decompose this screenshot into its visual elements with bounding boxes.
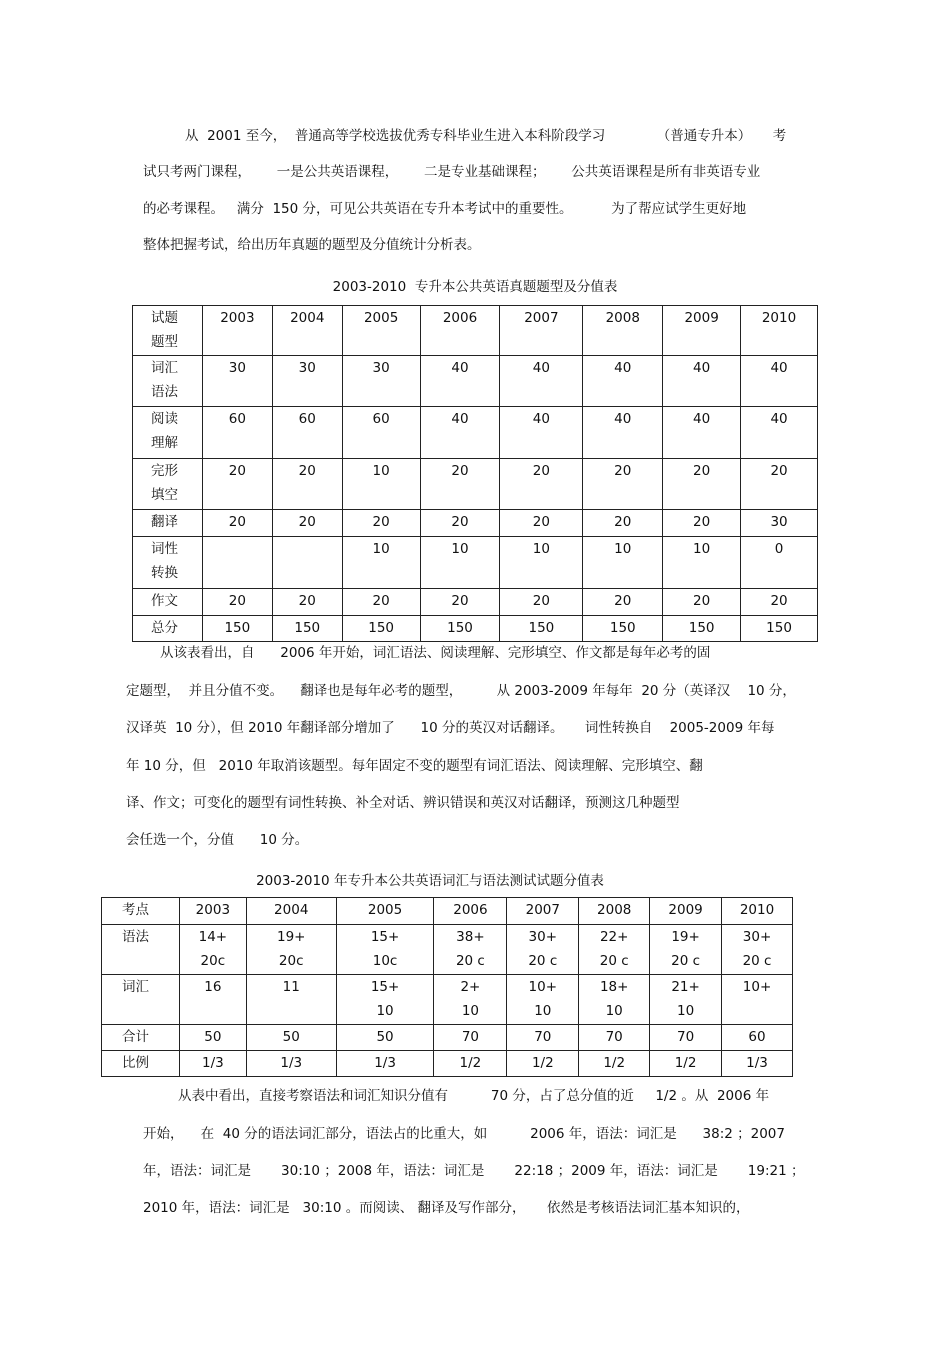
table1-cell: 150 — [420, 616, 500, 642]
table2-cell: 22+ 20 c — [579, 925, 650, 975]
table1-row — [133, 459, 818, 510]
table2-row-label: 合计 — [102, 1025, 180, 1051]
table1-cell: 60 — [272, 407, 342, 459]
text-line: 汉译英 10 分），但 2010 年翻译部分增加了 10 分的英汉对话翻译。 词性转换自 2005-2009 年每 — [126, 720, 775, 736]
table2-row — [102, 1051, 793, 1077]
table1-cell: 40 — [663, 407, 741, 459]
table2-row-label: 语法 — [102, 925, 180, 975]
table2-header-row — [102, 898, 793, 925]
table1-cell: 20 — [342, 510, 420, 537]
table2-cell: 50 — [246, 1025, 336, 1051]
table2-cell: 2007 — [507, 898, 579, 925]
table2-cell: 50 — [179, 1025, 246, 1051]
table1-cell: 2009 — [663, 306, 741, 356]
table1-cell: 20 — [741, 589, 818, 616]
table2-cell: 70 — [507, 1025, 579, 1051]
table1-cell: 2004 — [272, 306, 342, 356]
table2-cell: 2006 — [434, 898, 507, 925]
table1-row — [133, 537, 818, 589]
table1-row-label: 总分 — [133, 616, 203, 642]
table2-cell: 16 — [179, 975, 246, 1025]
table1-row-label: 完形 填空 — [133, 459, 203, 510]
table1-row — [133, 407, 818, 459]
table2-row-label: 考点 — [102, 898, 180, 925]
table1-cell: 20 — [663, 510, 741, 537]
table1-caption: 2003-2010 专升本公共英语真题题型及分值表 — [332, 279, 618, 295]
text-line: 译、作文；可变化的题型有词性转换、补全对话、辨识错误和英汉对话翻译，预测这几种题型 — [126, 795, 680, 811]
table1-cell: 40 — [420, 356, 500, 407]
table2-cell: 14+ 20c — [179, 925, 246, 975]
table1-cell: 10 — [500, 537, 583, 589]
table2-cell: 70 — [579, 1025, 650, 1051]
table2-cell: 15+ 10c — [336, 925, 434, 975]
table1-cell — [202, 537, 272, 589]
table2-cell: 15+ 10 — [336, 975, 434, 1025]
text-line: 整体把握考试，给出历年真题的题型及分值统计分析表。 — [143, 237, 481, 253]
table1-cell: 10 — [342, 537, 420, 589]
table1-cell: 20 — [272, 459, 342, 510]
table2-cell: 2005 — [336, 898, 434, 925]
text-line: 从该表看出，自 2006 年开始，词汇语法、阅读理解、完形填空、作文都是每年必考的固 — [160, 645, 711, 661]
table1-cell: 30 — [272, 356, 342, 407]
table1-cell: 10 — [342, 459, 420, 510]
table1-cell: 40 — [741, 356, 818, 407]
table1-cell: 20 — [583, 589, 663, 616]
table2-cell: 2008 — [579, 898, 650, 925]
table1-cell: 20 — [272, 589, 342, 616]
table2-cell: 1/2 — [434, 1051, 507, 1077]
table1-row-label: 词性 转换 — [133, 537, 203, 589]
table1-row-label: 词汇 语法 — [133, 356, 203, 407]
table1-cell: 40 — [500, 407, 583, 459]
table1-cell: 30 — [741, 510, 818, 537]
table1-row — [133, 510, 818, 537]
table1-cell: 40 — [741, 407, 818, 459]
table1-row-label: 作文 — [133, 589, 203, 616]
table1-row-label: 试题 题型 — [133, 306, 203, 356]
table1-cell: 20 — [202, 459, 272, 510]
table1-cell: 20 — [342, 589, 420, 616]
text-line: 年，语法：词汇是 30:10 ；2008 年，语法：词汇是 22:18 ；2009 年，语法：词汇是 19:21 ； — [143, 1163, 805, 1179]
table1-cell: 150 — [663, 616, 741, 642]
table1-cell — [272, 537, 342, 589]
table1-cell: 10 — [663, 537, 741, 589]
table1-row-label: 阅读 理解 — [133, 407, 203, 459]
table1-cell: 150 — [583, 616, 663, 642]
table1-row — [133, 616, 818, 642]
table2-caption: 2003-2010 年专升本公共英语词汇与语法测试试题分值表 — [256, 873, 604, 889]
vocab-grammar-table — [101, 897, 793, 1077]
table2-cell: 2009 — [650, 898, 722, 925]
table2-row-label: 比例 — [102, 1051, 180, 1077]
table2-cell: 1/2 — [579, 1051, 650, 1077]
table1-cell: 2005 — [342, 306, 420, 356]
table1-cell: 20 — [420, 459, 500, 510]
table2-cell: 11 — [246, 975, 336, 1025]
table1-cell: 2008 — [583, 306, 663, 356]
table2-cell: 1/3 — [179, 1051, 246, 1077]
table2-cell: 10+ 10 — [507, 975, 579, 1025]
table1-cell: 20 — [583, 510, 663, 537]
table1-cell: 20 — [663, 589, 741, 616]
table2-cell: 30+ 20 c — [507, 925, 579, 975]
text-line: 的必考课程。 满分 150 分，可见公共英语在专升本考试中的重要性。 为了帮应试学生更好地 — [143, 201, 747, 217]
table1-cell: 10 — [420, 537, 500, 589]
text-line: 从表中看出，直接考察语法和词汇知识分值有 70 分，占了总分值的近 1/2 。从 2006 年 — [178, 1088, 770, 1104]
table1-cell: 2010 — [741, 306, 818, 356]
table1-cell: 20 — [500, 510, 583, 537]
table1-row-label: 翻译 — [133, 510, 203, 537]
table1-cell: 150 — [202, 616, 272, 642]
table2-cell: 50 — [336, 1025, 434, 1051]
table2-cell: 60 — [722, 1025, 793, 1051]
text-line: 从 2001 至今， 普通高等学校选拔优秀专科毕业生进入本科阶段学习 （普通专升本） 考 — [185, 128, 787, 144]
table1-row — [133, 356, 818, 407]
table1-cell: 150 — [272, 616, 342, 642]
table1-row — [133, 589, 818, 616]
text-line: 会任选一个，分值 10 分。 — [126, 832, 309, 848]
table1-cell: 2006 — [420, 306, 500, 356]
text-line: 定题型， 并且分值不变。 翻译也是每年必考的题型， 从 2003-2009 年每年 20 分（英译汉 10 分， — [126, 683, 796, 699]
table1-cell: 150 — [342, 616, 420, 642]
table1-cell: 60 — [342, 407, 420, 459]
table1-cell: 20 — [500, 589, 583, 616]
text-line: 开始， 在 40 分的语法词汇部分，语法占的比重大，如 2006 年，语法：词汇是 38:2 ；2007 — [143, 1126, 785, 1142]
table1-cell: 40 — [583, 407, 663, 459]
table1-cell: 150 — [741, 616, 818, 642]
table2-row — [102, 975, 793, 1025]
table1-cell: 20 — [202, 510, 272, 537]
table1-cell: 10 — [583, 537, 663, 589]
table1-cell: 60 — [202, 407, 272, 459]
table2-cell: 10+ — [722, 975, 793, 1025]
table1-cell: 20 — [272, 510, 342, 537]
table1-cell: 30 — [342, 356, 420, 407]
table1-cell: 20 — [663, 459, 741, 510]
table1-header-row — [133, 306, 818, 356]
table1-cell: 2003 — [202, 306, 272, 356]
table1-cell: 40 — [500, 356, 583, 407]
table2-cell: 1/2 — [507, 1051, 579, 1077]
table1-cell: 40 — [583, 356, 663, 407]
table1-cell: 20 — [583, 459, 663, 510]
table2-cell: 19+ 20c — [246, 925, 336, 975]
table2-cell: 70 — [434, 1025, 507, 1051]
table1-cell: 40 — [663, 356, 741, 407]
table2-cell: 19+ 20 c — [650, 925, 722, 975]
table2-cell: 70 — [650, 1025, 722, 1051]
text-line: 2010 年，语法：词汇是 30:10 。而阅读、 翻译及写作部分， 依然是考核语法词汇基本知识的， — [143, 1200, 750, 1216]
table2-cell: 1/2 — [650, 1051, 722, 1077]
table2-cell: 2+ 10 — [434, 975, 507, 1025]
table2-cell: 2003 — [179, 898, 246, 925]
table1-cell: 20 — [420, 589, 500, 616]
table2-cell: 38+ 20 c — [434, 925, 507, 975]
table1-cell: 2007 — [500, 306, 583, 356]
table2-cell: 1/3 — [722, 1051, 793, 1077]
table1-cell: 30 — [202, 356, 272, 407]
table2-cell: 2010 — [722, 898, 793, 925]
table2-row — [102, 925, 793, 975]
table1-cell: 0 — [741, 537, 818, 589]
exam-score-table — [132, 305, 818, 642]
table2-row — [102, 1025, 793, 1051]
table1-cell: 20 — [202, 589, 272, 616]
table1-cell: 20 — [420, 510, 500, 537]
table2-cell: 1/3 — [336, 1051, 434, 1077]
table2-cell: 30+ 20 c — [722, 925, 793, 975]
table1-cell: 40 — [420, 407, 500, 459]
text-line: 试只考两门课程， 一是公共英语课程， 二是专业基础课程； 公共英语课程是所有非英语专业 — [143, 164, 761, 180]
table2-cell: 21+ 10 — [650, 975, 722, 1025]
table2-cell: 2004 — [246, 898, 336, 925]
table1-cell: 150 — [500, 616, 583, 642]
table1-cell: 20 — [741, 459, 818, 510]
table2-row-label: 词汇 — [102, 975, 180, 1025]
table2-cell: 18+ 10 — [579, 975, 650, 1025]
table1-cell: 20 — [500, 459, 583, 510]
text-line: 年 10 分，但 2010 年取消该题型。每年固定不变的题型有词汇语法、阅读理解、完形填空、翻 — [126, 758, 703, 774]
table2-cell: 1/3 — [246, 1051, 336, 1077]
